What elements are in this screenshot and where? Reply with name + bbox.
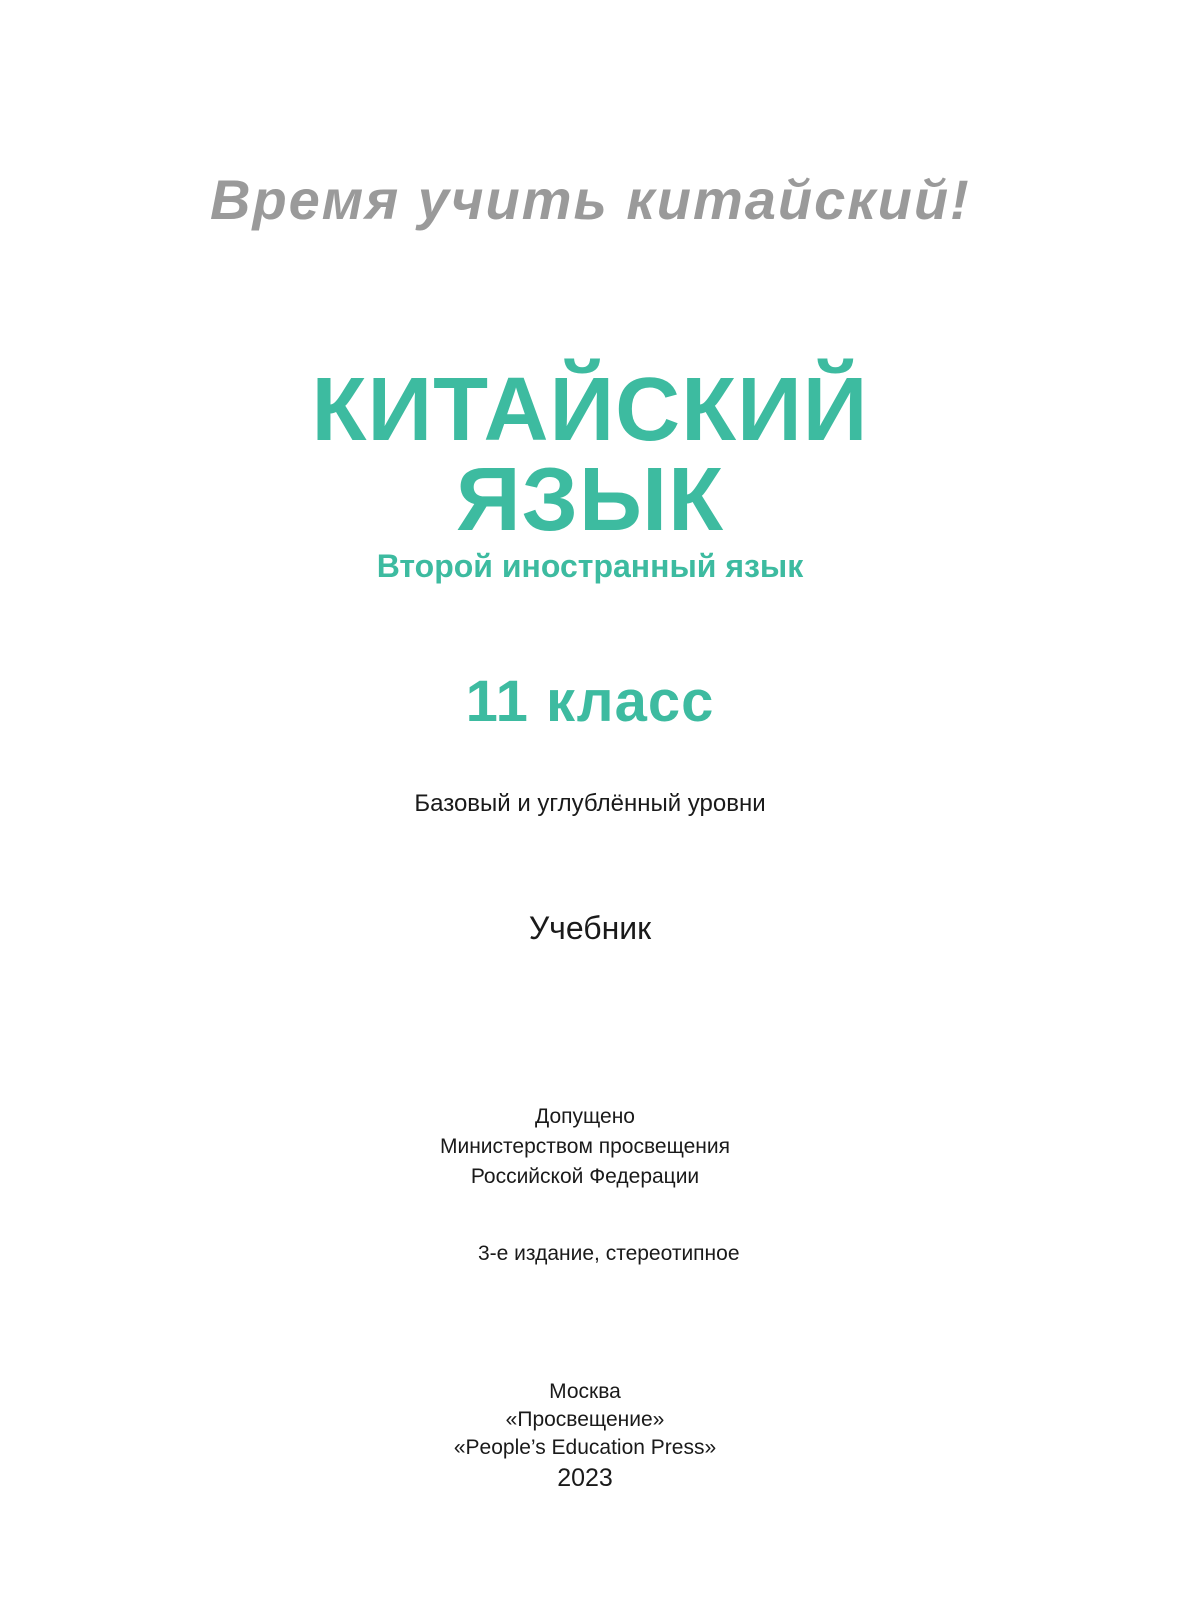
book-subtitle: Второй иностранный язык [376, 548, 804, 584]
book-title-line-2: ЯЗЫК [455, 450, 725, 550]
imprint-publisher-2: «People’s Education Press» [453, 1436, 717, 1459]
imprint-year: 2023 [557, 1464, 613, 1492]
approval-line-1: Допущено [534, 1105, 635, 1128]
edition-label: 3-е издание, стереотипное [478, 1242, 740, 1265]
book-title-line-1: КИТАЙСКИЙ [311, 360, 869, 460]
approval-line-3: Российской Федерации [470, 1165, 700, 1188]
imprint-publisher-1: «Просвещение» [505, 1408, 665, 1431]
level-label: Базовый и углублённый уровни [414, 790, 766, 817]
imprint-city: Москва [549, 1380, 621, 1403]
grade-label: 11 класс [465, 669, 715, 734]
book-type-label: Учебник [528, 910, 652, 946]
imprint [0, 1378, 1170, 1494]
approval-line-2: Министерством просвещения [439, 1135, 731, 1158]
series-title: Время учить китайский! [210, 168, 971, 231]
approval-notice [0, 1102, 1170, 1192]
